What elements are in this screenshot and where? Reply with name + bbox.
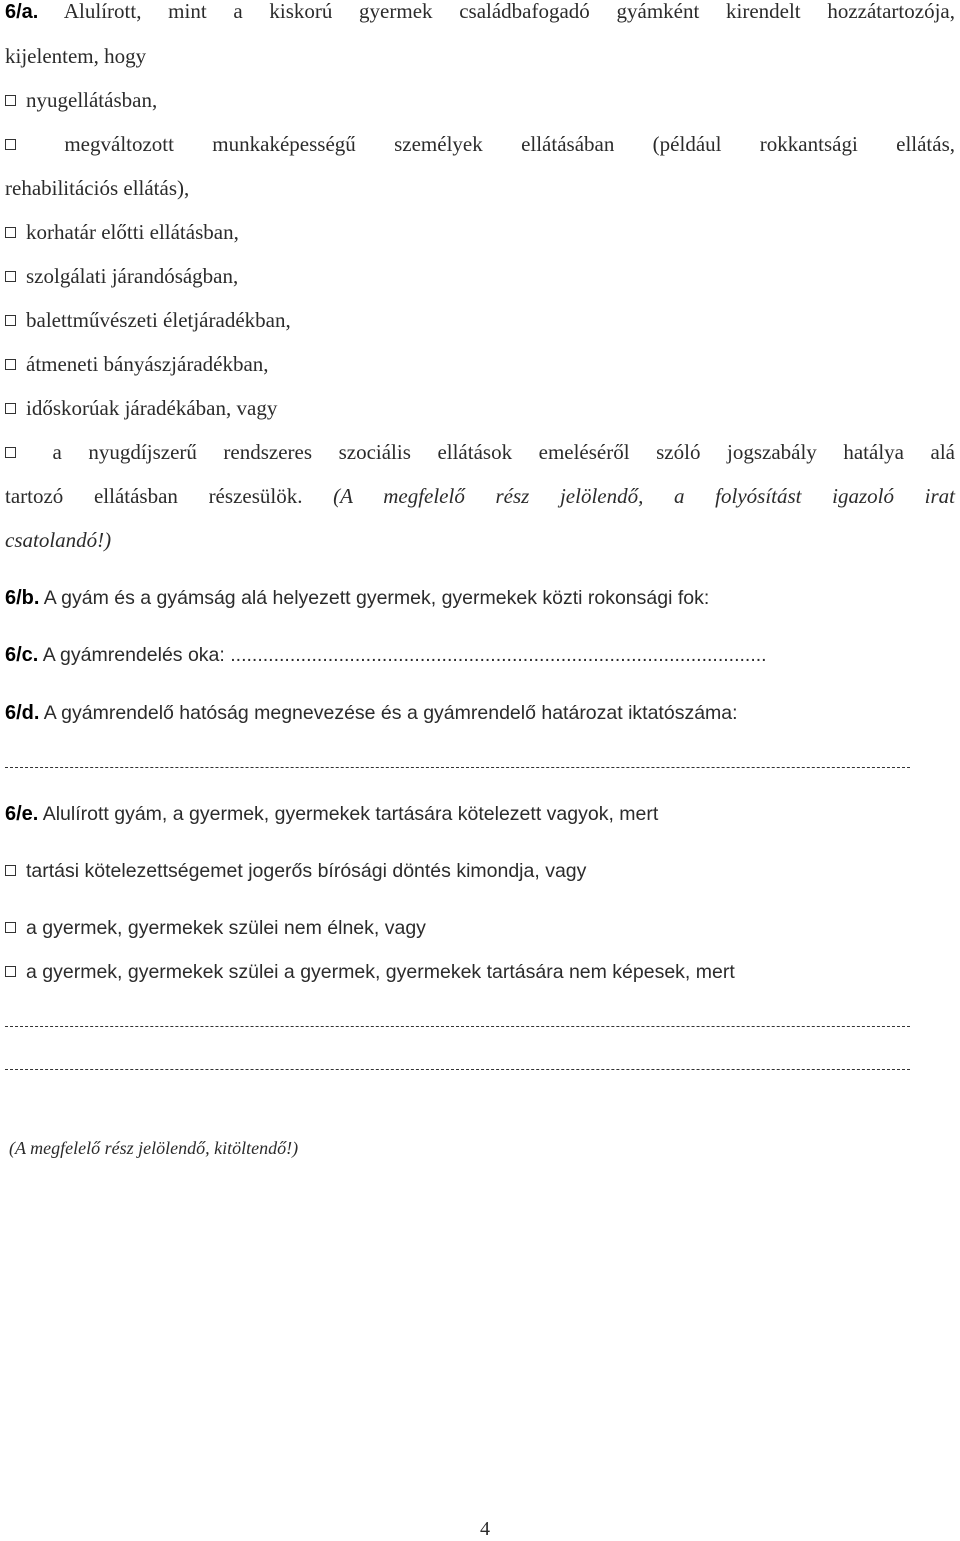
option-label: a nyugdíjszerű rendszeres szociális ellátások emeléséről szóló jogszabály hatálya alá bbox=[52, 440, 955, 464]
section-6b bbox=[5, 584, 709, 612]
option-korhatar-elotti[interactable] bbox=[5, 218, 239, 246]
checkbox[interactable] bbox=[5, 139, 16, 150]
fill-in-line[interactable] bbox=[5, 1026, 910, 1027]
option-nyugdijszeru-cont bbox=[5, 482, 955, 510]
section-6c-text: A gyámrendelés oka: ................................................................................................... bbox=[42, 644, 767, 666]
instruction-note: (A megfelelő rész jelölendő, a folyósítást igazoló irat bbox=[333, 484, 955, 508]
option-label: szolgálati járandóságban, bbox=[26, 264, 239, 288]
option-label: időskorúak járadékában, vagy bbox=[26, 396, 278, 420]
section-6e bbox=[5, 800, 658, 828]
option-label: nyugellátásban, bbox=[26, 88, 158, 112]
checkbox[interactable] bbox=[5, 359, 16, 370]
option-label: átmeneti bányászjáradékban, bbox=[26, 352, 269, 376]
section-number-6c: 6/c. bbox=[5, 644, 39, 666]
option-tartasi-kotelezettseg[interactable] bbox=[5, 857, 586, 885]
section-number-6a: 6/a. bbox=[5, 1, 39, 23]
checkbox[interactable] bbox=[5, 227, 16, 238]
section-6e-text: Alulírott gyám, a gyermek, gyermekek tartására kötelezett vagyok, mert bbox=[42, 803, 659, 825]
option-szulei-nem-elnek[interactable] bbox=[5, 914, 426, 942]
section-number-6e: 6/e. bbox=[5, 803, 39, 825]
checkbox[interactable] bbox=[5, 315, 16, 326]
checkbox[interactable] bbox=[5, 447, 16, 458]
section-6d bbox=[5, 699, 738, 727]
option-label: balettművészeti életjáradékban, bbox=[26, 308, 291, 332]
section-number-6d: 6/d. bbox=[5, 702, 40, 724]
section-6d-text: A gyámrendelő hatóság megnevezése és a gyámrendelő határozat iktatószáma: bbox=[43, 702, 738, 724]
instruction-note-cont: csatolandó!) bbox=[5, 528, 112, 552]
footer-instruction: (A megfelelő rész jelölendő, kitöltendő!) bbox=[9, 1138, 299, 1158]
page-number: 4 bbox=[480, 1518, 490, 1540]
fill-in-line[interactable] bbox=[5, 767, 910, 768]
checkbox[interactable] bbox=[5, 966, 16, 977]
fill-in-line[interactable] bbox=[5, 1069, 910, 1070]
option-szolgalati[interactable] bbox=[5, 262, 238, 290]
option-idoskoruak[interactable] bbox=[5, 394, 277, 422]
checkbox[interactable] bbox=[5, 922, 16, 933]
section-6b-text: A gyám és a gyámság alá helyezett gyermek, gyermekek közti rokonsági fok: bbox=[43, 587, 710, 609]
option-balettmuveszeti[interactable] bbox=[5, 306, 291, 334]
option-atmeneti-banyasz[interactable] bbox=[5, 350, 269, 378]
checkbox[interactable] bbox=[5, 865, 16, 876]
checkbox[interactable] bbox=[5, 403, 16, 414]
section-6a-intro-line1 bbox=[5, 0, 955, 26]
option-nyugellatas[interactable] bbox=[5, 86, 157, 114]
section-6a-intro-line2: kijelentem, hogy bbox=[5, 44, 147, 68]
option-megvaltozott-cont: rehabilitációs ellátás), bbox=[5, 176, 190, 200]
option-label: megváltozott munkaképességű személyek ellátásában (például rokkantsági ellátás, bbox=[64, 132, 956, 156]
section-number-6b: 6/b. bbox=[5, 587, 40, 609]
option-label: korhatár előtti ellátásban, bbox=[26, 220, 239, 244]
option-nyugdijszeru[interactable] bbox=[5, 438, 955, 466]
checkbox[interactable] bbox=[5, 271, 16, 282]
section-6c[interactable] bbox=[5, 641, 767, 669]
option-cont-text: tartozó ellátásban részesülök. bbox=[5, 484, 303, 508]
option-label: tartási kötelezettségemet jogerős bírósági döntés kimondja, vagy bbox=[26, 860, 587, 882]
checkbox[interactable] bbox=[5, 95, 16, 106]
option-szulei-nem-kepesek[interactable] bbox=[5, 958, 735, 986]
option-megvaltozott-munkakepesseg[interactable] bbox=[5, 130, 955, 158]
option-label: a gyermek, gyermekek szülei nem élnek, vagy bbox=[26, 917, 426, 939]
section-6a-intro-text: Alulírott, mint a kiskorú gyermek családbafogadó gyámként kirendelt hozzátartozója, bbox=[63, 0, 955, 23]
option-label: a gyermek, gyermekek szülei a gyermek, gyermekek tartására nem képesek, mert bbox=[26, 961, 735, 983]
